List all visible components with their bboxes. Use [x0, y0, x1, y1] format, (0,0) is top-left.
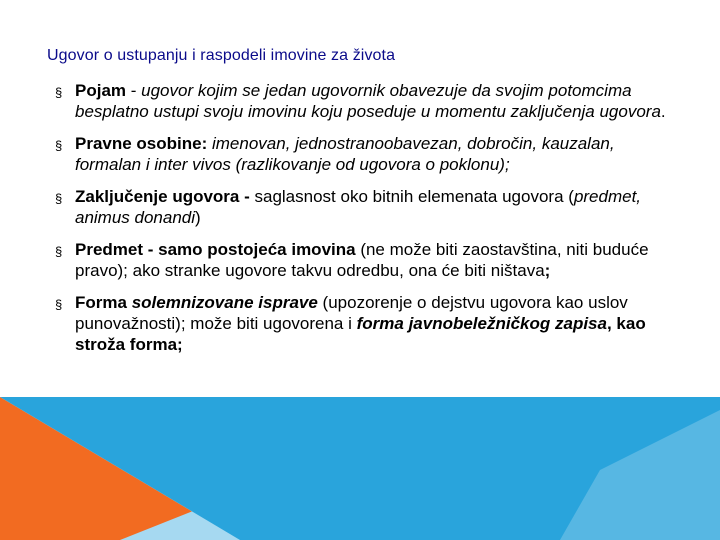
bullet-text-run: ugovor kojim se jedan ugovornik obavezuje da svojim potomcima besplatno ustupi svoju imovinu koju poseduje u momentu zaključenja ugovora: [75, 81, 661, 121]
bullet-text-run: Forma: [75, 293, 132, 312]
bullet-text-run: saglasnost oko bitnih elemenata ugovora (: [254, 187, 574, 206]
bullet-text-run: -: [126, 81, 142, 100]
bullet-marker-icon: §: [55, 191, 63, 206]
bullet-marker-icon: §: [55, 85, 63, 100]
bullet-marker-icon: §: [55, 297, 63, 312]
bullet-text-run: imenovan, jednostranoobavezan, dobročin, kauzalan, formalan i inter vivos (razlikovanje od ugovora o poklonu);: [75, 134, 615, 174]
bullet-text-run: Pravne osobine:: [75, 134, 212, 153]
bullet-item: [55, 80, 685, 122]
slide-title: Ugovor o ustupanju i raspodeli imovine za života: [47, 47, 396, 64]
bullet-text-run: (upozorenje o dejstvu ugovora kao uslov punovažnosti); može biti ugovorena i: [75, 293, 628, 333]
bullet-text-run: predmet, animus donandi: [75, 187, 642, 227]
bullet-text-run: Pojam: [75, 81, 127, 100]
bullet-text-run: , kao stroža forma;: [75, 314, 646, 354]
bullet-item: [55, 133, 685, 175]
bullet-text-run: solemnizovane isprave: [131, 293, 318, 312]
bullet-text-run: ;: [544, 261, 551, 280]
bullet-text-run: forma javnobeležničkog zapisa: [356, 314, 607, 333]
bullet-item: [55, 239, 685, 281]
bullet-marker-icon: §: [55, 244, 63, 259]
bullet-text-run: (ne može biti zaostavština, niti buduće pravo); ako stranke ugovore takvu odredbu, ona će biti ništava: [75, 240, 649, 280]
bullet-item: [55, 186, 685, 228]
bullet-marker-icon: §: [55, 138, 63, 153]
bullet-item: [55, 292, 685, 355]
bullet-text-run: .: [660, 102, 666, 121]
bullet-text-run: Predmet - samo postojeća imovina: [75, 240, 356, 259]
bullet-text-run: ): [195, 208, 201, 227]
bullet-text-run: Zaključenje ugovora -: [75, 187, 255, 206]
bullet-list: [55, 80, 685, 366]
